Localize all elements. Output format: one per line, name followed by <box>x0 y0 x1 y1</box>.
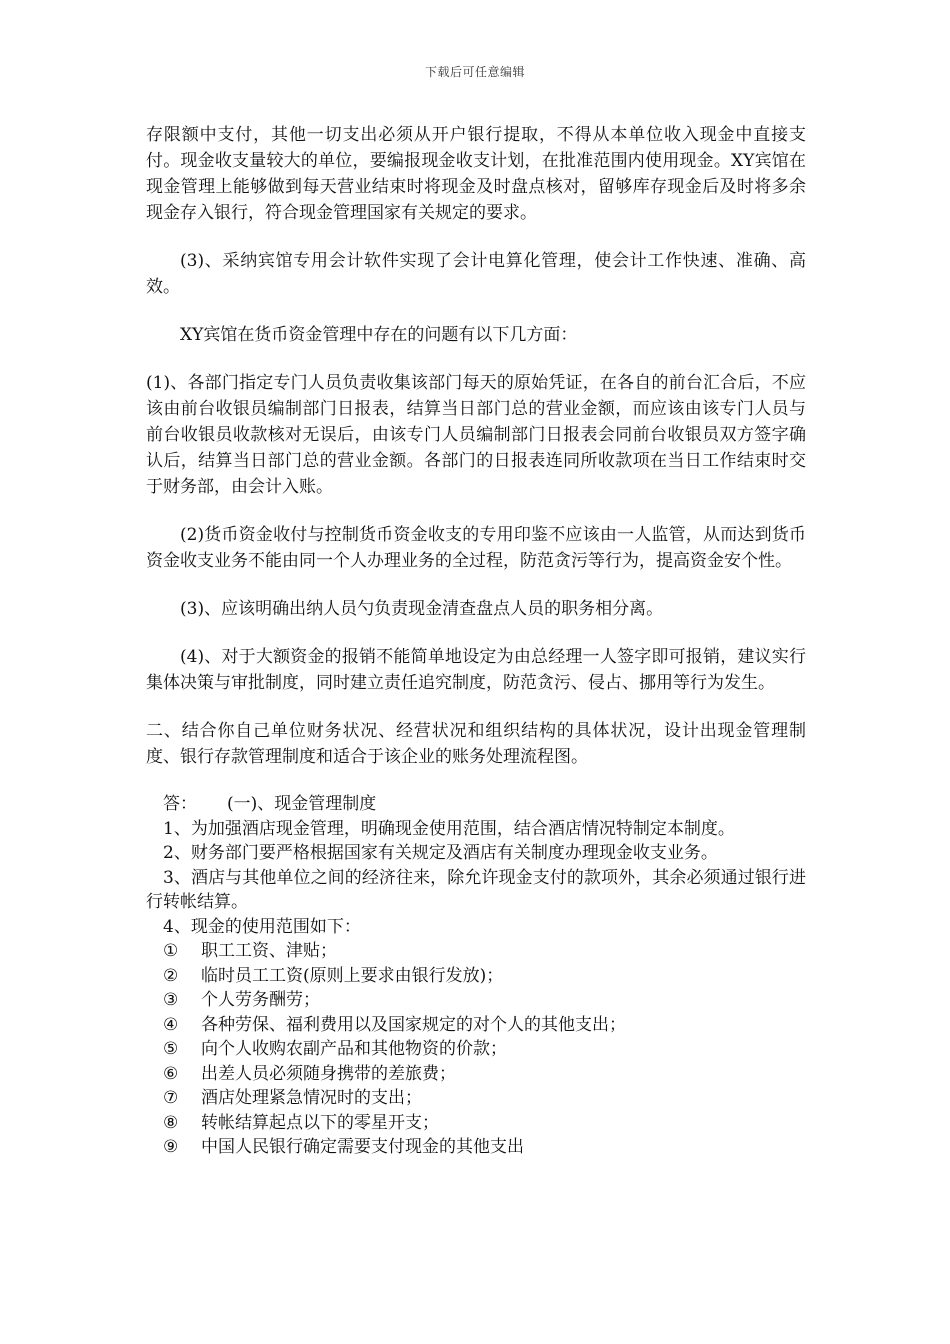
rule-4: 4、现金的使用范围如下： <box>163 916 361 937</box>
list-text: 向个人收购农副产品和其他物资的价款； <box>201 1039 507 1059</box>
list-number: ⑧ <box>163 1112 179 1133</box>
paragraph-question-2: 二、结合你自己单位财务状况、经营状况和组织结构的具体状况，设计出现金管理制度、银行存款管理制度和适合于该企业的账务处理流程图。 <box>146 721 806 767</box>
answer-heading <box>146 792 806 817</box>
list-item <box>146 939 806 964</box>
list-number: ② <box>163 965 179 986</box>
list-item <box>146 1037 806 1062</box>
scope-list <box>146 939 806 1160</box>
list-number: ⑥ <box>163 1063 179 1084</box>
answer-section <box>146 792 806 1160</box>
answer-label: 答： <box>163 794 197 814</box>
paragraph-problem-1: (1)、各部门指定专门人员负责收集该部门每天的原始凭证，在各自的前台汇合后，不应该由前台收银员编制部门日报表，结算当日部门总的营业金额，而应该由该专门人员与前台收银员收款核对无误后，由该专门人员编制部门日报表会同前台收银员双方签字确认后，结算当日部门总的营业金额。各部门的日报表连同所收款项在当日工作结束时交于财务部，由会计入账。 <box>146 373 806 497</box>
paragraph-cash-limit: 存限额中支付，其他一切支出必须从开户银行提取，不得从本单位收入现金中直接支付。现金收支量较大的单位，要编报现金收支计划，在批准范围内使用现金。XY宾馆在现金管理上能够做到每天营业结束时将现金及时盘点核对，留够库存现金后及时将多余现金存入银行，符合现金管理国家有关规定的要求。 <box>146 125 806 223</box>
answer-title: (一)、现金管理制度 <box>227 794 377 814</box>
list-item <box>146 1013 806 1038</box>
list-text: 临时员工工资(原则上要求由银行发放)； <box>201 965 504 986</box>
rule-1: 1、为加强酒店现金管理，明确现金使用范围，结合酒店情况特制定本制度。 <box>163 818 735 839</box>
list-text: 出差人员必须随身携带的差旅费； <box>201 1063 456 1084</box>
rule-3: 3、酒店与其他单位之间的经济往来，除允许现金支付的款项外，其余必须通过银行进行转帐结算。 <box>146 867 806 912</box>
list-number: ① <box>163 941 179 961</box>
list-item <box>146 1086 806 1111</box>
list-text: 各种劳保、福利费用以及国家规定的对个人的其他支出； <box>201 1014 626 1035</box>
document-body <box>146 122 806 1160</box>
page-header: 下载后可任意编辑 <box>424 65 525 79</box>
list-number: ③ <box>163 990 179 1010</box>
rule-2: 2、财务部门要严格根据国家有关规定及酒店有关制度办理现金收支业务。 <box>163 843 718 863</box>
list-item <box>146 1135 806 1160</box>
list-item <box>146 1111 806 1136</box>
paragraph-problem-4: (4)、对于大额资金的报销不能简单地设定为由总经理一人签字即可报销，建议实行集体决策与审批制度，同时建立责任追究制度，防范贪污、侵占、挪用等行为发生。 <box>146 647 806 693</box>
list-item <box>146 988 806 1013</box>
list-item <box>146 964 806 989</box>
paragraph-problem-2: (2)货币资金收付与控制货币资金收支的专用印鉴不应该由一人监管，从而达到货币资金收支业务不能由同一个人办理业务的全过程，防范贪污等行为，提高资金安个性。 <box>146 525 806 571</box>
list-number: ⑦ <box>163 1088 179 1108</box>
list-number: ⑨ <box>163 1137 179 1157</box>
paragraph-accounting-software: (3)、采纳宾馆专用会计软件实现了会计电算化管理，使会计工作快速、准确、高效。 <box>146 251 806 297</box>
list-text: 转帐结算起点以下的零星开支； <box>201 1112 439 1133</box>
list-text: 个人劳务酬劳； <box>201 990 320 1010</box>
list-text: 酒店处理紧急情况时的支出； <box>201 1088 422 1108</box>
paragraph-problems-intro: XY宾馆在货币资金管理中存在的问题有以下几方面： <box>180 325 578 345</box>
list-item <box>146 1062 806 1087</box>
list-text: 职工工资、津贴； <box>201 941 337 961</box>
list-number: ⑤ <box>163 1039 179 1059</box>
list-text: 中国人民银行确定需要支付现金的其他支出 <box>201 1137 524 1157</box>
list-number: ④ <box>163 1014 179 1035</box>
paragraph-problem-3: (3)、应该明确出纳人员勺负责现金清查盘点人员的职务相分离。 <box>180 599 664 619</box>
